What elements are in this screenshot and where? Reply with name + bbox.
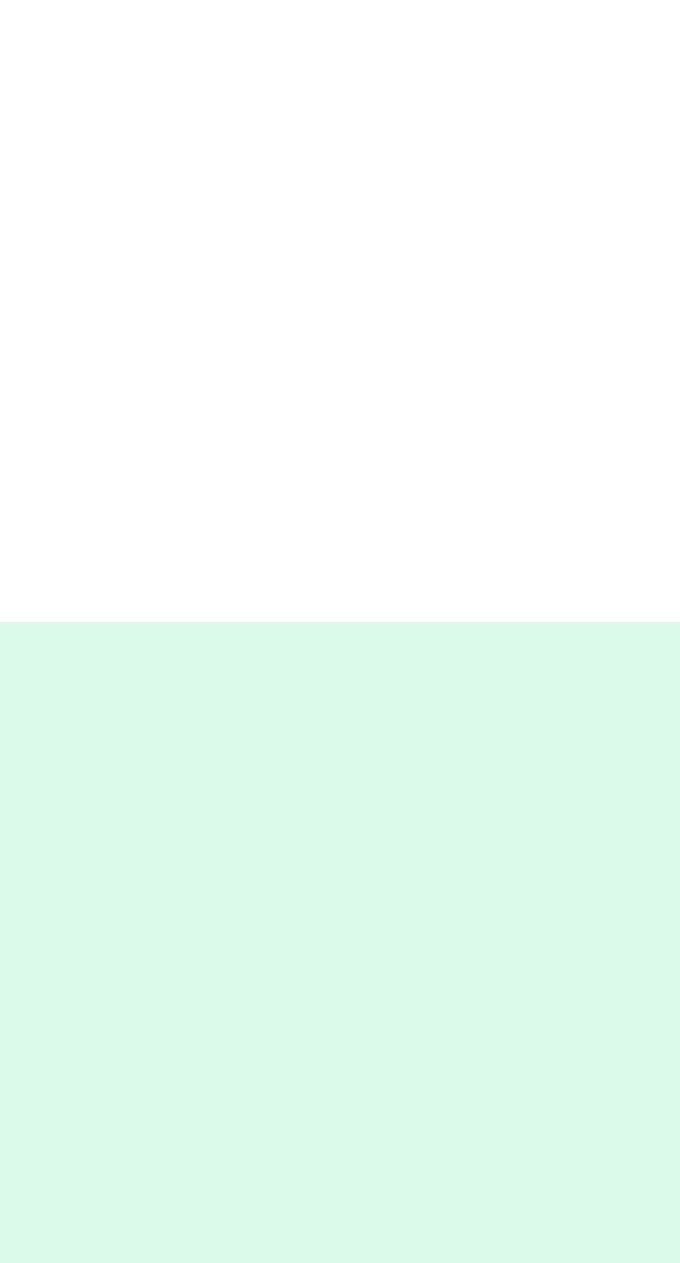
answer-section-bottom	[0, 622, 680, 1263]
answer-section-top	[0, 26, 680, 622]
header-watermark	[0, 0, 680, 24]
